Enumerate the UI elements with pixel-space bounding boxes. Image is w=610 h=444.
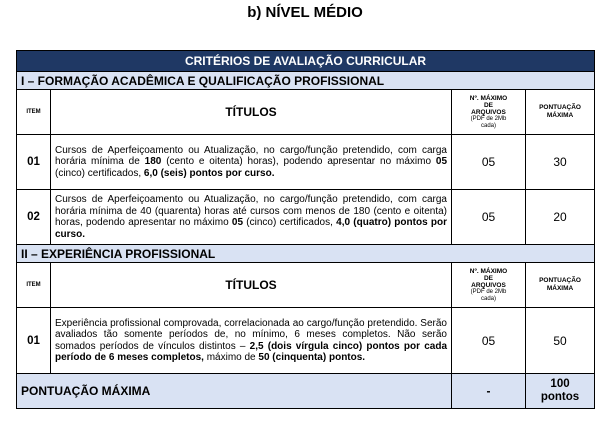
row-max-files: 05 [452,135,526,190]
header-item: ITEM [17,90,51,135]
header-max-points [526,263,595,308]
header-max-line: Nº. MÁXIMO [469,267,508,275]
row-max-files: 05 [452,190,526,245]
section-1-label: I – FORMAÇÃO ACADÊMICA E QUALIFICAÇÃO PROFISSIONAL [17,72,595,90]
header-max-files [452,263,526,308]
footer-total-points [526,374,595,409]
header-max-line: cada) [480,122,496,129]
footer-files: - [452,374,526,409]
table-title: CRITÉRIOS DE AVALIAÇÃO CURRICULAR [17,51,595,72]
desc-text: (cinco) certificados, [243,217,337,228]
header-max-line: ARQUIVOS [471,281,506,289]
header-max-line: DE [483,274,494,282]
desc-bold: 6,0 (seis) pontos por curso. [143,167,275,179]
header-max-line: (PDF de 2Mb [470,288,507,295]
desc-text: (cento e oitenta) horas), podendo apresentar no máximo [161,156,436,168]
header-max-line: cada) [480,295,496,302]
page-heading: b) NÍVEL MÉDIO [247,4,363,21]
header-max-line: DE [483,101,494,109]
desc-bold: 2,5 (dois vírgula cinco) pontos por cada período de 6 meses completos, [55,340,448,363]
desc-bold: 05 [231,217,244,228]
header-max-points [526,90,595,135]
header-max-line: Nº. MÁXIMO [469,94,508,102]
header-points-line: PONTUAÇÃO [539,277,581,284]
row-max-files: 05 [452,308,526,374]
desc-bold: 4,0 (quatro) pontos por curso. [55,217,447,240]
column-header-row [17,90,595,135]
desc-bold: 05 [435,156,448,168]
header-points-line: MÁXIMA [546,112,574,119]
desc-text: máximo de [203,352,259,363]
header-max-line: ARQUIVOS [471,108,506,116]
table-row [17,308,595,374]
desc-text: (cinco) certificados, [55,167,144,179]
desc-bold: 180 [144,156,162,168]
header-titles: TÍTULOS [51,263,452,308]
desc-text: Experiência profissional comprovada, correlacionada ao cargo/função pretendido. Serão avaliados tão somente períodos de, no mínimo, 6 meses completos. Não serão somados períodos de vínculos distintos – [55,317,447,352]
row-item-number: 01 [17,308,51,374]
row-description [51,308,452,374]
row-description [51,190,452,245]
row-item-number: 02 [17,190,51,245]
row-description [51,135,452,190]
header-points-line: MÁXIMA [546,285,574,292]
header-titles: TÍTULOS [51,90,452,135]
column-header-row [17,263,595,308]
desc-bold: 50 (cinquenta) pontos. [258,352,366,363]
row-max-points: 20 [526,190,595,245]
table-row [17,135,595,190]
footer-row [17,374,595,409]
evaluation-criteria-table [16,50,595,409]
section-row [17,72,595,90]
row-max-points: 30 [526,135,595,190]
desc-text: Cursos de Aperfeiçoamento ou Atualização, no cargo/função pretendido, com carga horária mínima de [55,144,447,168]
footer-total-number: 100 [550,378,570,390]
header-max-files [452,90,526,135]
section-2-label: II – EXPERIÊNCIA PROFISSIONAL [17,245,595,263]
footer-label: PONTUAÇÃO MÁXIMA [17,374,452,409]
row-item-number: 01 [17,135,51,190]
header-item: ITEM [17,263,51,308]
section-row [17,245,595,263]
table-title-row [17,51,595,72]
table-row [17,190,595,245]
header-points-line: PONTUAÇÃO [539,104,581,111]
header-max-line: (PDF de 2Mb [470,115,507,122]
evaluation-table-container [16,50,594,409]
desc-text: Cursos de Aperfeiçoamento ou Atualização, no cargo/função pretendido, com carga horária mínima de 40 (quarenta) horas até cursos com menos de 180 (cento e oitenta) horas, podendo apresentar no máximo [55,194,447,228]
footer-total-unit: pontos [540,391,580,403]
row-max-points: 50 [526,308,595,374]
